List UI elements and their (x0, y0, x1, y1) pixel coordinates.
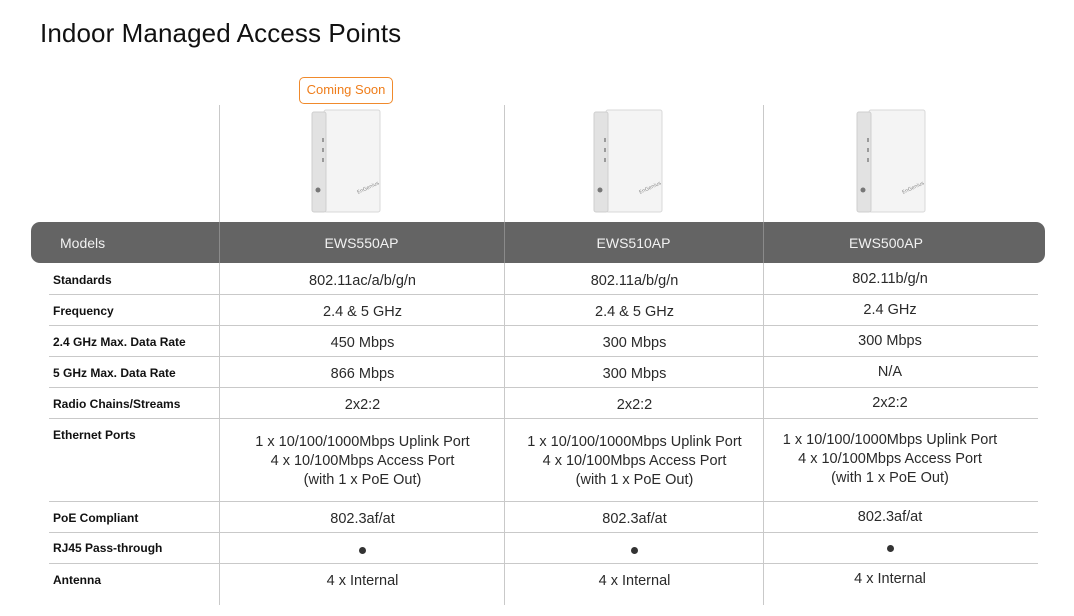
table-cell: 802.11b/g/n (852, 271, 928, 287)
cell-line: (with 1 x PoE Out) (575, 472, 694, 488)
table-cell: 300 Mbps (602, 335, 667, 351)
bullet-dot-icon (887, 545, 894, 552)
table-row-standards (49, 263, 1038, 295)
ews500ap-product-image (855, 108, 927, 214)
table-cell (220, 541, 505, 560)
table-cell: 802.3af/at (857, 509, 923, 525)
table-row-5ghz-rate (49, 357, 1038, 388)
row-label: Radio Chains/Streams (53, 397, 181, 411)
row-label: Antenna (53, 573, 101, 587)
cell-line: 4 x 10/100Mbps Access Port (270, 453, 455, 469)
row-label: PoE Compliant (53, 511, 139, 525)
table-cell: 4 x Internal (598, 573, 671, 589)
cell-line: 4 x 10/100Mbps Access Port (542, 453, 727, 469)
row-label: Standards (53, 273, 112, 287)
model-name-ews500ap: EWS500AP (849, 235, 923, 251)
model-name-ews510ap: EWS510AP (596, 235, 671, 251)
table-cell: 802.3af/at (330, 511, 395, 527)
table-header (31, 222, 1045, 263)
access-point-device-icon (855, 108, 927, 214)
table-cell (220, 433, 505, 490)
table-cell: 802.11a/b/g/n (590, 273, 679, 289)
table-cell: 2.4 GHz (863, 302, 917, 318)
table-row-poe-compliant (49, 502, 1038, 533)
table-cell: 2.4 & 5 GHz (323, 304, 402, 320)
table-cell (505, 541, 764, 560)
row-label: Ethernet Ports (53, 428, 136, 442)
table-row-radio-chains (49, 388, 1038, 419)
table-row-ethernet-ports (49, 419, 1038, 502)
table-row-rj45-passthrough (49, 533, 1038, 564)
cell-line: 1 x 10/100/1000Mbps Uplink Port (782, 432, 998, 448)
table-cell: 300 Mbps (858, 333, 922, 349)
table-cell: 2x2:2 (344, 397, 381, 413)
row-label: Frequency (53, 304, 114, 318)
table-cell (505, 433, 764, 490)
table-cell: 2.4 & 5 GHz (595, 304, 674, 320)
svg-text:EnGenius: EnGenius (638, 180, 663, 196)
ews550ap-product-image (310, 108, 382, 214)
cell-line: 1 x 10/100/1000Mbps Uplink Port (255, 434, 470, 450)
table-cell: 450 Mbps (330, 335, 395, 351)
svg-text:EnGenius: EnGenius (356, 180, 381, 196)
row-label: RJ45 Pass-through (53, 541, 163, 555)
cell-line: (with 1 x PoE Out) (303, 472, 422, 488)
models-header-label: Models (60, 235, 106, 251)
table-cell (764, 431, 1016, 488)
access-point-device-icon (592, 108, 664, 214)
cell-line: (with 1 x PoE Out) (831, 470, 949, 486)
cell-line: 4 x 10/100Mbps Access Port (798, 451, 982, 467)
page-title: Indoor Managed Access Points (40, 18, 402, 48)
svg-text:EnGenius: EnGenius (901, 180, 926, 196)
access-point-device-icon (310, 108, 382, 214)
model-name-ews550ap: EWS550AP (324, 235, 399, 251)
table-row-24ghz-rate (49, 326, 1038, 357)
bullet-dot-icon (359, 547, 366, 554)
table-cell: 4 x Internal (854, 571, 926, 587)
table-row-antenna (49, 564, 1038, 600)
table-cell: N/A (877, 364, 903, 380)
row-label: 2.4 GHz Max. Data Rate (53, 335, 186, 349)
table-row-frequency (49, 295, 1038, 326)
table-cell: 802.3af/at (602, 511, 667, 527)
table-cell (764, 539, 1016, 558)
bullet-dot-icon (631, 547, 638, 554)
ews510ap-product-image (592, 108, 664, 214)
table-cell: 2x2:2 (616, 397, 653, 413)
table-cell: 2x2:2 (872, 395, 908, 411)
cell-line: 1 x 10/100/1000Mbps Uplink Port (527, 434, 742, 450)
row-label: 5 GHz Max. Data Rate (53, 366, 176, 380)
coming-soon-badge: Coming Soon (299, 77, 393, 104)
table-cell: 300 Mbps (602, 366, 667, 382)
table-cell: 802.11ac/a/b/g/n (309, 273, 416, 289)
table-cell: 4 x Internal (326, 573, 399, 589)
table-cell: 866 Mbps (330, 366, 395, 382)
